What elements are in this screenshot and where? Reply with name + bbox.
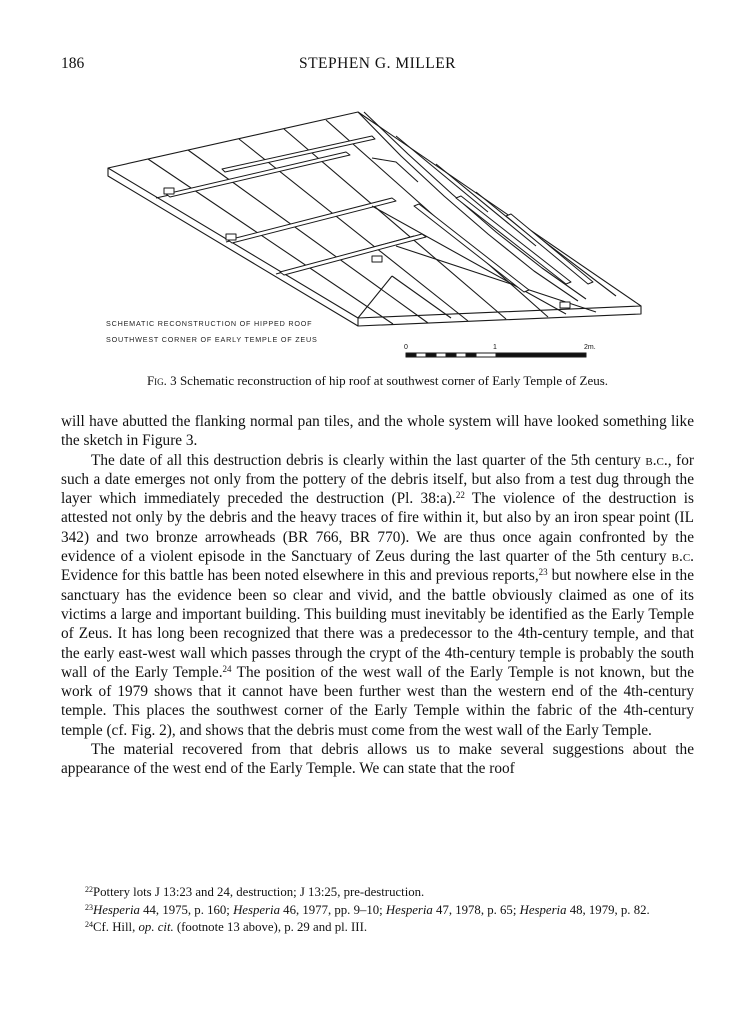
p2-segment: , for such a date emerges not only from the pottery of the debris itself, but also from a test dug through the layer which immediately preceded the destruction (Pl. 38:a).: [61, 451, 694, 508]
roof-reconstruction-figure: [96, 106, 656, 368]
journal-title: Hesperia: [233, 902, 280, 917]
p2-segment: but nowhere else in the sanctuary has the evidence been so clear and vivid, and the battle obviously claimed as one of its victims a large and important building. This building must inevitably be identified as the Early Temple of Zeus. It has long been recognized that there was a predecessor to the 4th-century temple, and that the early east-west wall which passes through the crypt of the 4th-century temple is probably the south wall of the Early Temple.: [61, 567, 694, 681]
journal-title: Hesperia: [93, 902, 140, 917]
footnote-number: 24: [85, 920, 93, 929]
op-cit: op. cit.: [138, 920, 174, 934]
footnote-text: (footnote 13 above), p. 29 and pl. III.: [173, 920, 368, 934]
footnote-text: Cf. Hill,: [93, 920, 139, 934]
footnote-ref-22[interactable]: 22: [455, 490, 465, 501]
paragraph-3: The material recovered from that debris allows us to make several suggestions about the appearance of the west end of the Early Temple. We can state that the roof: [61, 741, 694, 778]
bc-abbrev: b.c.: [645, 451, 668, 469]
figure-caption: [61, 373, 694, 389]
paragraph-2: [61, 451, 694, 740]
p2-segment: The violence of the destruction is attested not only by the debris and the heavy traces of fire within it, but also by an iron spear point (IL 342) and two bronze arrowheads (BR 766, BR 770). We are thus once again confronted by the evidence of a violent episode in the Sanctuary of Zeus during the last quarter of the 5th century: [61, 490, 694, 566]
footnote-text: 44, 1975, p. 160;: [139, 902, 234, 917]
footnote-text: 46, 1977, pp. 9–10;: [279, 902, 386, 917]
journal-title: Hesperia: [519, 902, 567, 917]
footnote-23: [61, 902, 694, 920]
footnotes: [61, 884, 694, 937]
scale-bar: [406, 353, 586, 357]
running-header: [61, 55, 694, 75]
p2-segment: The position of the west wall of the Early Temple is not known, but the work of 1979 shows that it cannot have been further west than the western end of the 4th-century temple. This places the southwest corner of the Early Temple within the fabric of the 4th-century temple (cf. Fig. 2), and shows that the debris must come from the west wall of the Early Temple.: [61, 663, 694, 739]
footnote-number: 23: [85, 902, 93, 912]
scale-one-label: 1: [493, 344, 497, 351]
page-number: 186: [61, 55, 85, 72]
footnote-text: 47, 1978, p. 65;: [432, 902, 520, 917]
body-text: [61, 412, 694, 779]
journal-title: Hesperia: [385, 902, 433, 917]
scale-zero-label: 0: [404, 344, 408, 351]
paragraph-1: will have abutted the flanking normal pan tiles, and the whole system will have looked something like the sketch in Figure 3.: [61, 413, 694, 450]
footnote-24: [61, 919, 694, 937]
caption-text: Schematic reconstruction of hip roof at southwest corner of Early Temple of Zeus.: [179, 373, 609, 388]
roof-outline: [108, 112, 641, 318]
footnote-number: 22: [85, 885, 93, 894]
footnote-ref-23[interactable]: 23: [538, 567, 548, 578]
roof-drawing: [96, 106, 656, 368]
footnote-22: [61, 884, 694, 902]
bc-abbrev: b.c.: [671, 548, 694, 566]
caption-prefix: Fig. 3: [146, 373, 177, 388]
figure-label-line1: SCHEMATIC RECONSTRUCTION OF HIPPED ROOF: [106, 319, 313, 328]
scale-two-label: 2m.: [584, 344, 596, 351]
figure-label-line2: SOUTHWEST CORNER OF EARLY TEMPLE OF ZEUS: [106, 335, 318, 344]
p2-segment: The date of all this destruction debris is clearly within the last quarter of the 5th century: [91, 451, 646, 469]
running-author: STEPHEN G. MILLER: [298, 55, 457, 72]
footnote-text: Pottery lots J 13:23 and 24, destruction; J 13:25, pre-destruction.: [93, 885, 425, 899]
p2-segment: Evidence for this battle has been noted elsewhere in this and previous reports,: [61, 567, 539, 585]
footnote-text: 48, 1979, p. 82.: [566, 902, 650, 917]
footnote-ref-24[interactable]: 24: [222, 663, 232, 674]
